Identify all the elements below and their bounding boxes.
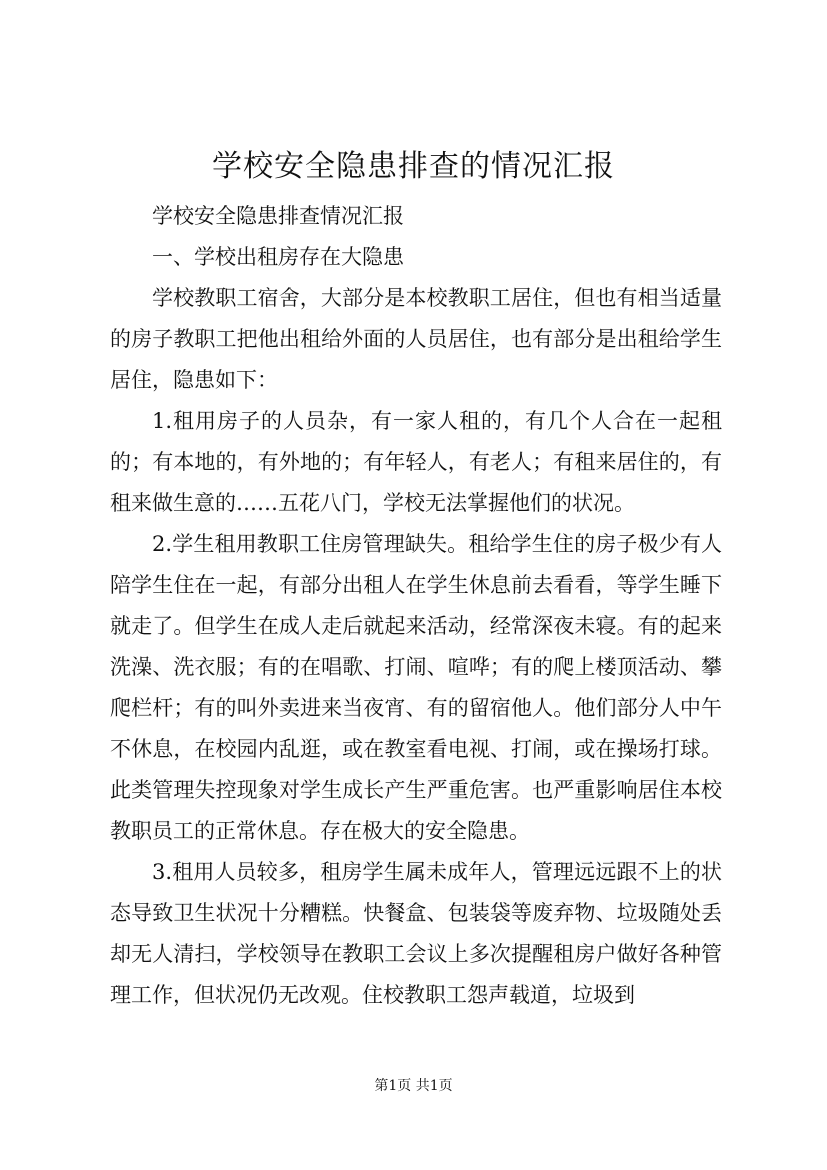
paragraph-item-2: 2.学生租用教职工住房管理缺失。租给学生住的房子极少有人陪学生住在一起，有部分出租人在学生休息前去看看，等学生睡下就走了。但学生在成人走后就起来活动，经常深夜未寝。有的起来洗澡、洗衣服；有的在唱歌、打闹、喧哗；有的爬上楼顶活动、攀爬栏杆；有的叫外卖进来当夜宵、有的留宿他人。他们部分人中午不休息，在校园内乱逛，或在教室看电视、打闹，或在操场打球。此类管理失控现象对学生成长产生严重危害。也严重影响居住本校教职员工的正常休息。存在极大的安全隐患。	[110, 532, 722, 843]
page-number-footer: 第1页 共1页	[374, 1078, 453, 1094]
paragraph-item-3: 3.租用人员较多，租房学生属未成年人，管理远远跟不上的状态导致卫生状况十分糟糕。快餐盒、包装袋等废弃物、垃圾随处丢却无人清扫，学校领导在教职工会议上多次提醒租房户做好各种管理工作，但状况仍无改观。住校教职工怨声载道，垃圾到	[110, 860, 722, 1007]
paragraph-intro: 学校教职工宿舍，大部分是本校教职工居住，但也有相当适量的房子教职工把他出租给外面的人员居住，也有部分是出租给学生居住，隐患如下：	[110, 286, 722, 392]
document-body	[110, 196, 722, 1016]
paragraph-section-heading: 一、学校出租房存在大隐患	[152, 245, 404, 269]
document-title: 学校安全隐患排查的情况汇报	[212, 149, 615, 184]
paragraph-subtitle: 学校安全隐患排查情况汇报	[152, 204, 404, 228]
paragraph-item-1: 1.租用房子的人员杂，有一家人租的，有几个人合在一起租的；有本地的，有外地的；有年轻人，有老人；有租来居住的，有租来做生意的……五花八门，学校无法掌握他们的状况。	[110, 409, 722, 515]
